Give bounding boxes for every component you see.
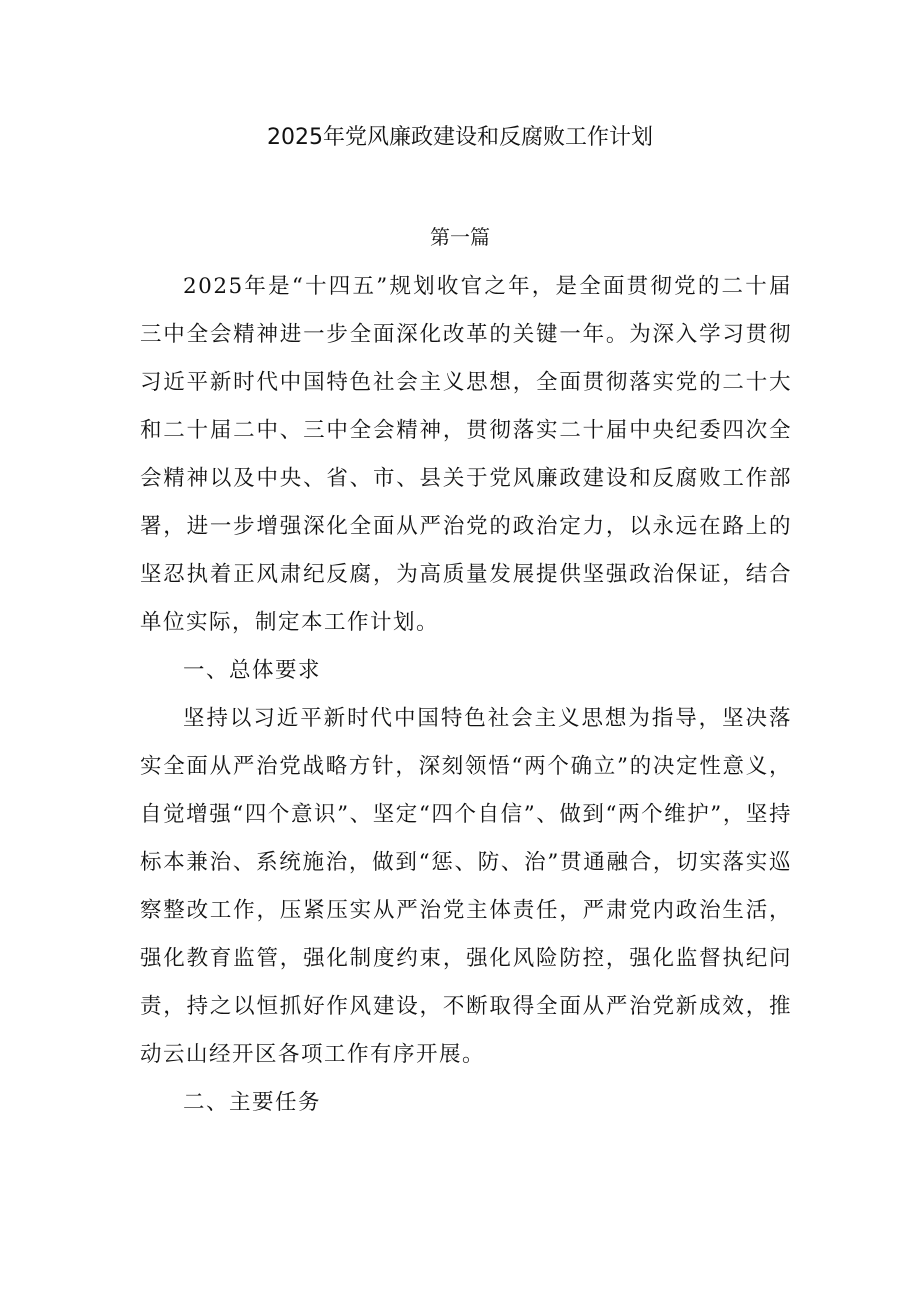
section-heading-main-tasks: 二、主要任务: [183, 1090, 322, 1115]
section-heading-general-requirements: 一、总体要求: [183, 658, 322, 683]
intro-paragraph: 2025年是“十四五”规划收官之年，是全面贯彻党的二十届三中全会精神进一步全面深化改革的关键一年。为深入学习贯彻习近平新时代中国特色社会主义思想，全面贯彻落实党的二十大和二十届二中、三中全会精神，贯彻落实二十届中央纪委四次全会精神以及中央、省、市、县关于党风廉政建设和反腐败工作部署，进一步增强深化全面从严治党的政治定力，以永远在路上的坚忍执着正风肃纪反腐，为高质量发展提供坚强政治保证，结合单位实际，制定本工作计划。: [140, 274, 792, 635]
general-requirements-paragraph: 坚持以习近平新时代中国特色社会主义思想为指导，坚决落实全面从严治党战略方针，深刻领悟“两个确立”的决定性意义，自觉增强“四个意识”、坚定“四个自信”、做到“两个维护”，坚持标本兼治、系统施治，做到“惩、防、治”贯通融合，切实落实巡察整改工作，压紧压实从严治党主体责任，严肃党内政治生活，强化教育监管，强化制度约束，强化风险防控，强化监督执纪问责，持之以恒抓好作风建设，不断取得全面从严治党新成效，推动云山经开区各项工作有序开展。: [140, 706, 792, 1067]
document-title: 2025年党风廉政建设和反腐败工作计划: [267, 125, 653, 150]
section-label: 第一篇: [430, 225, 490, 249]
document-body: [140, 263, 792, 1127]
